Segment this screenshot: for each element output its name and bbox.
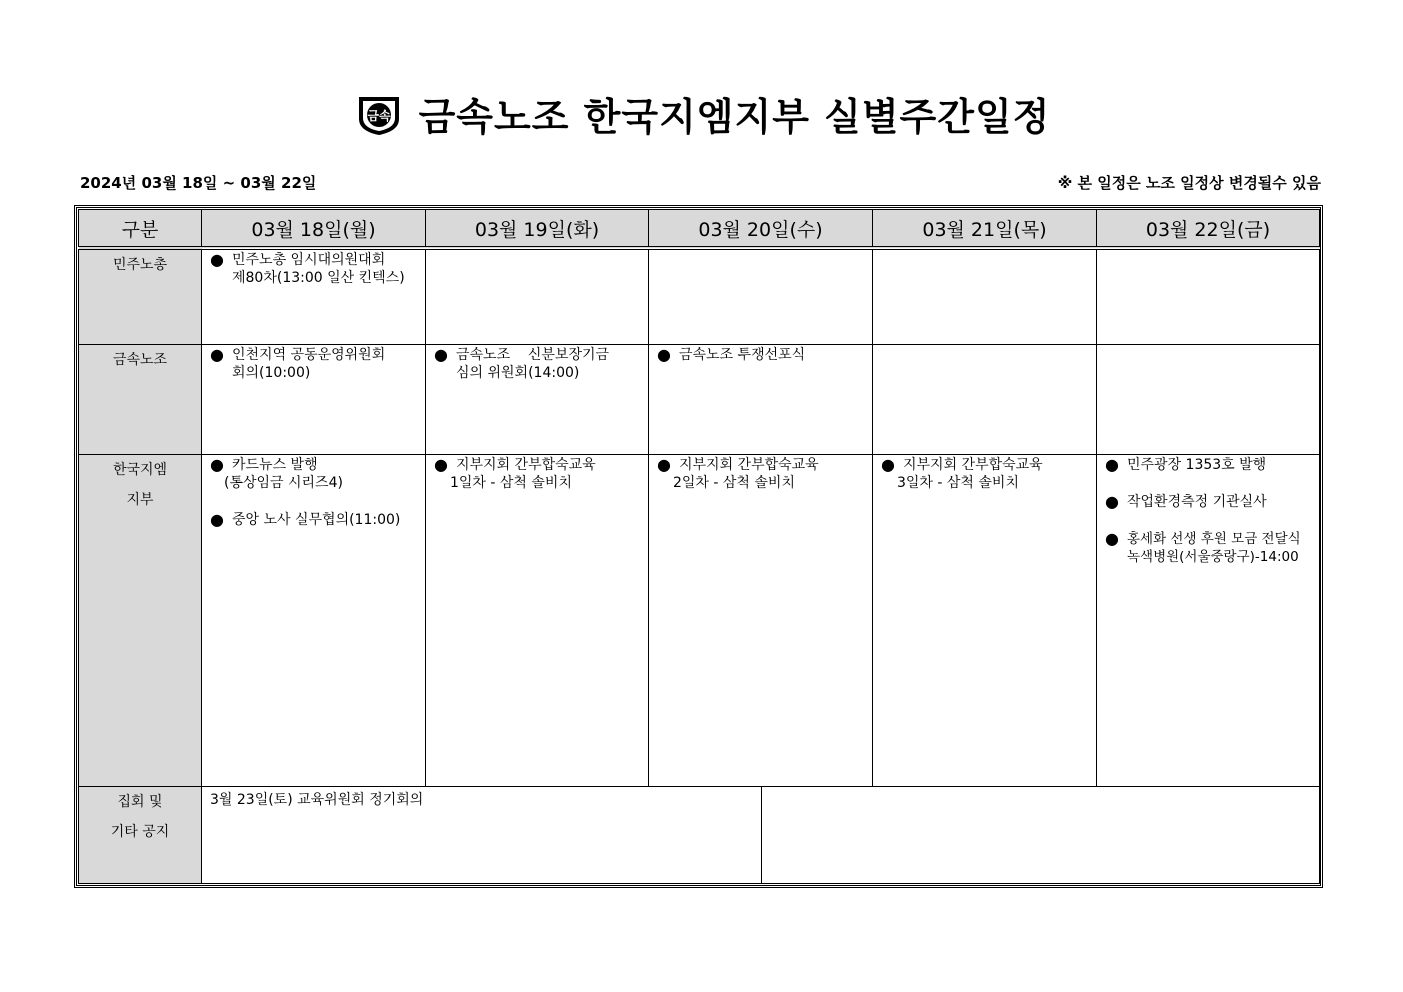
list-item: ● 민주노총 임시대의원대회 제80차(13:00 일산 킨텍스): [210, 250, 405, 286]
bullet-icon: ●: [657, 344, 671, 364]
list-item: ● 민주광장 1353호 발행: [1105, 454, 1267, 474]
schedule-cell: [202, 454, 426, 786]
schedule-cell: [1097, 248, 1320, 344]
list-item: ● 금속노조 투쟁선포식: [657, 344, 806, 364]
list-item: ● 지부지회 간부합숙교육 1일차 - 삼척 솔비치: [434, 454, 596, 491]
notice-text: 3월 23일(토) 교육위원회 정기회의: [202, 787, 762, 883]
day-header-tue: 03월 19일(화): [426, 210, 649, 249]
period-label: 2024년 03월 18일 ~ 03월 22일: [80, 174, 317, 192]
schedule-cell: [649, 248, 873, 344]
schedule-cell: [426, 248, 649, 344]
bullet-icon: ●: [210, 344, 224, 364]
schedule-cell: [426, 344, 649, 454]
bullet-icon: ●: [210, 454, 224, 474]
table-row: [79, 248, 1320, 344]
bullet-icon: ●: [210, 509, 224, 529]
schedule-cell: [873, 248, 1097, 344]
schedule-cell: [873, 344, 1097, 454]
schedule-cell: [649, 344, 873, 454]
bullet-icon: ●: [1105, 454, 1119, 474]
day-header-mon: 03월 18일(월): [202, 210, 426, 249]
union-logo-icon: [353, 89, 405, 137]
schedule-cell: [1097, 344, 1320, 454]
bullet-icon: ●: [1105, 528, 1119, 548]
category-kctu: 민주노총: [79, 248, 202, 344]
category-kmwu: 금속노조: [79, 344, 202, 454]
bullet-icon: ●: [1105, 491, 1119, 511]
list-item: ● 금속노조 신분보장기금 심의 위원회(14:00): [434, 344, 610, 381]
day-header-thu: 03월 21일(목): [873, 210, 1097, 249]
bullet-icon: ●: [434, 344, 448, 364]
bullet-icon: ●: [434, 454, 448, 474]
table-row: [79, 454, 1320, 786]
schedule-cell: [426, 454, 649, 786]
table-row: [79, 786, 1320, 883]
schedule-notice: ※ 본 일정은 노조 일정상 변경될수 있음: [1057, 174, 1321, 192]
page-title: 금속노조 한국지엠지부 실별주간일정: [418, 94, 1051, 139]
weekly-schedule-table: [78, 209, 1320, 884]
bullet-icon: ●: [210, 250, 224, 269]
schedule-cell: [202, 248, 426, 344]
day-header-fri: 03월 22일(금): [1097, 210, 1320, 249]
list-item: ● 중앙 노사 실무협의(11:00): [210, 509, 401, 529]
table-header-row: [79, 210, 1320, 249]
list-item: ● 지부지회 간부합숙교육 3일차 - 삼척 솔비치: [881, 454, 1043, 491]
title-area: [0, 88, 1403, 138]
list-item: ● 인천지역 공동운영위원회 회의(10:00): [210, 344, 386, 381]
day-header-wed: 03월 20일(수): [649, 210, 873, 249]
notice-empty: [762, 787, 1319, 883]
bullet-icon: ●: [881, 454, 895, 474]
schedule-cell: [649, 454, 873, 786]
list-item: ● 작업환경측정 기관실사: [1105, 491, 1267, 511]
list-item: ● 홍세화 선생 후원 모금 전달식 녹색병원(서울중랑구)-14:00: [1105, 528, 1301, 565]
category-notice: 집회 및 기타 공지: [79, 786, 202, 883]
svg-text:금속: 금속: [367, 109, 391, 123]
notice-cell: [202, 786, 1320, 883]
schedule-cell: [1097, 454, 1320, 786]
bullet-icon: ●: [657, 454, 671, 474]
schedule-cell: [873, 454, 1097, 786]
table-row: [79, 344, 1320, 454]
corner-header: 구분: [79, 210, 202, 249]
schedule-cell: [202, 344, 426, 454]
list-item: ● 카드뉴스 발행 (통상임금 시리즈4): [210, 454, 343, 491]
list-item: ● 지부지회 간부합숙교육 2일차 - 삼척 솔비치: [657, 454, 819, 491]
category-gm-korea: 한국지엠 지부: [79, 454, 202, 786]
